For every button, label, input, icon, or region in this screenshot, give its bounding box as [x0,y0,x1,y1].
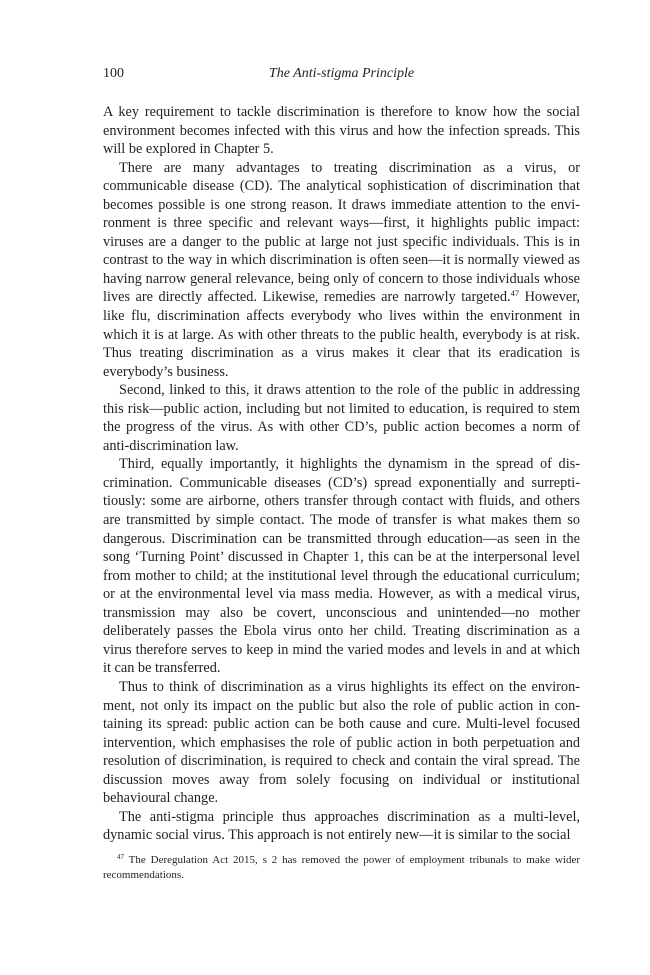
footnote [103,853,580,882]
running-title: The Anti-stigma Principle [268,66,415,81]
paragraph-text: There are many advantages to treating discrimination as a virus, or communicable disease (CD). The analytical sophistication of discrimination that becomes possible is one strong reason. It draws immediate attention to the environment is three specific and relevant ways—first, it highlights public impact: viruses are a danger to the public at large not just specific individuals. This is in contrast to the way in which discrimination is often seen—it is normally viewed as having narrow general relevance, being only of concern to those individuals whose lives are directly affected. Likewise, remedies are narrowly targeted. [103,159,580,306]
footnote-text: The Deregulation Act 2015, s 2 has removed the power of employment tribunals to make wider recommendations. [103,854,580,881]
paragraph-text: The anti-stigma principle thus approaches discrimination as a multi-level, dynamic social virus. This approach is not entirely new—it is similar to the social [103,808,580,844]
paragraph [103,455,580,678]
body-text [103,103,580,845]
paragraph [103,678,580,808]
footnote-marker[interactable]: 47 [510,288,520,299]
paragraph [103,159,580,382]
paragraph [103,808,580,845]
paragraph-text: Second, linked to this, it draws attention to the role of the public in addressing this risk—public action, including but not limited to education, is required to stem the progress of the virus. As with other CD’s, public action becomes a norm of anti-discrimination law. [103,382,580,454]
footnote-number: 47 [117,853,124,861]
running-head [103,66,580,86]
page-number: 100 [103,66,124,81]
paragraph-text: A key requirement to tackle discrimination is therefore to know how the social environment becomes infected with this virus and how the infection spreads. This will be explored in Chapter 5. [103,104,580,158]
paragraph [103,381,580,455]
paragraph-text: Thus to think of discrimination as a virus highlights its effect on the environment, not only its impact on the public but also the role of public action in containing its spread: public action can be both cause and cure. Multi-level focused intervention, which emphasises the role of public action in both perpetuation and resolution of discrimination, is required to check and contain the viral spread. The discussion moves away from solely focusing on individual or institutional behavioural change. [103,678,580,807]
paragraph [103,103,580,159]
footnote-paragraph [103,853,580,882]
paragraph-text-continued: However, like flu, discrimination affects everybody who lives within the environment in which it is at large. As with other threats to the public health, everybody is at risk. Thus treating discrimination as a virus makes it clear that its eradication is everybody’s business. [103,289,580,380]
paragraph-text: Third, equally importantly, it highlights the dynamism in the spread of discrimination. Communicable diseases (CD’s) spread exponentially and surreptitiously: some are airborne, others transfer through contact with fluids, and others are transmitted by simple contact. The mode of transfer is what makes them so dangerous. Discrimination can be transmitted through education—as seen in the song ‘Turning Point’ discussed in Chapter 1, this can be at the interpersonal level from mother to child; at the institutional level through the educational curriculum; or at the environmental level via mass media. However, as with a medical virus, transmission may also be covert, unconscious and unintended—no mother deliberately passes the Ebola virus onto her child. Treating discrimination as a virus therefore serves to keep in mind the varied modes and levels in and at which it can be transferred. [103,456,580,677]
